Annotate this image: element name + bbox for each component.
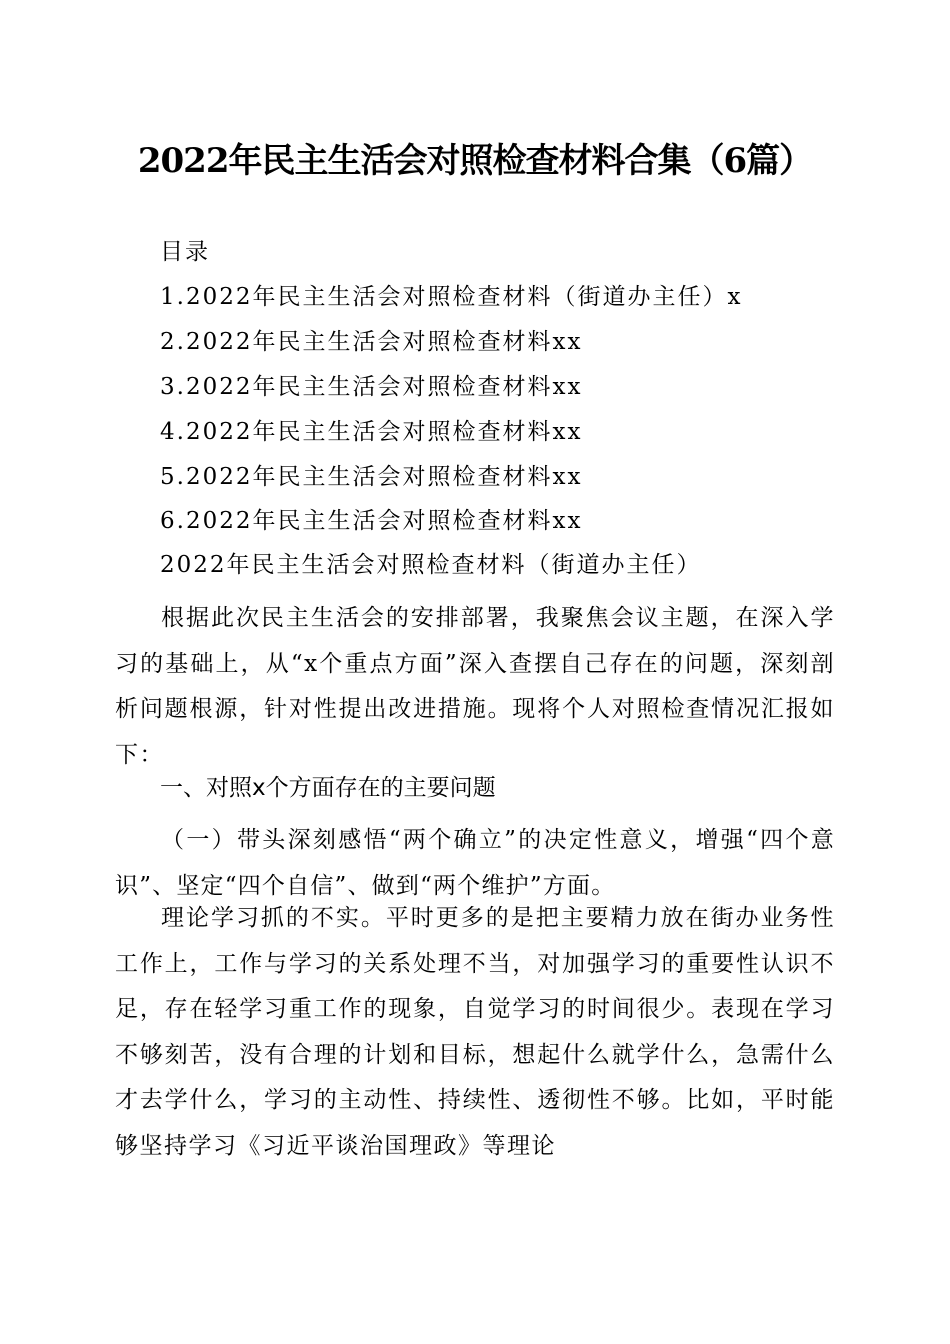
body-paragraph: 理论学习抓的不实。平时更多的是把主要精力放在街办业务性工作上，工作与学习的关系处理不当，对加强学习的重要性认识不足，存在轻学习重工作的现象，自觉学习的时间很少。表现在学习不够刻苦，没有合理的计划和目标，想起什么就学什么，急需什么才去学什么，学习的主动性、持续性、透彻性不够。比如，平时能够坚持学习《习近平谈治国理政》等理论	[115, 905, 835, 1159]
intro-paragraph: 根据此次民主生活会的安排部署，我聚焦会议主题，在深入学习的基础上，从“x个重点方面”深入查摆自己存在的问题，深刻剖析问题根源，针对性提出改进措施。现将个人对照检查情况汇报如下：	[115, 605, 835, 768]
toc-heading: 目录	[160, 239, 210, 265]
toc-item: 4.2022年民主生活会对照检查材料xx	[160, 419, 583, 445]
subheading-paragraph: （一）带头深刻感悟“两个确立”的决定性意义，增强“四个意识”、坚定“四个自信”、做到“两个维护”方面。	[115, 827, 835, 899]
section-title: 2022年民主生活会对照检查材料（街道办主任）	[160, 552, 702, 578]
toc-item: 2.2022年民主生活会对照检查材料xx	[160, 329, 583, 355]
toc-item: 3.2022年民主生活会对照检查材料xx	[160, 374, 583, 400]
toc-item: 5.2022年民主生活会对照检查材料xx	[160, 464, 583, 490]
toc-item: 6.2022年民主生活会对照检查材料xx	[160, 508, 583, 534]
document-title: 2022年民主生活会对照检查材料合集（6篇）	[137, 141, 813, 181]
toc-item: 1.2022年民主生活会对照检查材料（街道办主任）x	[160, 284, 743, 310]
heading-level-1: 一、对照x个方面存在的主要问题	[160, 775, 496, 801]
